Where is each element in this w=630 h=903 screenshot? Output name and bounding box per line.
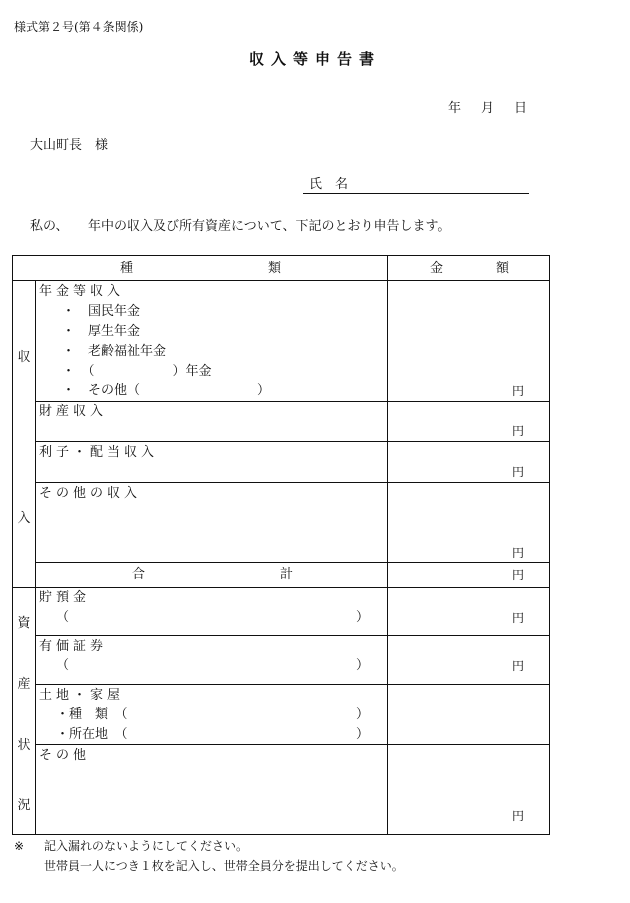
date-day: 日 <box>514 101 528 116</box>
form-number: 様式第２号(第４条関係) <box>14 20 144 34</box>
header-kind-2: 類 <box>268 261 282 276</box>
savings-title: 貯預金 <box>39 590 91 605</box>
total-label-2: 計 <box>280 567 294 582</box>
note-mark: ※ <box>14 839 25 853</box>
yen-unit: 円 <box>512 659 525 673</box>
date-year: 年 <box>448 101 462 116</box>
pension-item: ・ その他（ ） <box>62 383 271 398</box>
yen-unit: 円 <box>512 465 525 479</box>
land-location-paren-close: ） <box>356 727 370 742</box>
savings-paren-close: ） <box>356 610 370 625</box>
asset-label: 資 <box>17 616 31 631</box>
name-label: 氏 名 <box>309 177 349 192</box>
securities-paren-close: ） <box>356 658 370 673</box>
yen-unit: 円 <box>512 384 525 398</box>
header-amount-2: 額 <box>496 261 510 276</box>
pension-item: ・ 老齢福祉年金 <box>62 344 167 359</box>
securities-title: 有価証券 <box>39 639 108 654</box>
declaration-text: 私の、 年中の収入及び所有資産について、下記のとおり申告します。 <box>30 219 451 234</box>
note-line-2: 世帯員一人につき１枚を記入し、世帯全員分を提出してください。 <box>44 859 404 873</box>
asset-label: 産 <box>17 677 31 692</box>
land-location-label: ・所在地 （ <box>56 727 128 742</box>
header-kind: 種 <box>120 261 134 276</box>
land-kind-label: ・種 類 （ <box>56 707 128 722</box>
name-field[interactable] <box>303 178 529 194</box>
asset-label: 況 <box>17 798 31 813</box>
other-income-title: その他の収入 <box>39 486 142 501</box>
interest-income-title: 利子・配当収入 <box>39 445 159 460</box>
property-income-title: 財産収入 <box>39 404 108 419</box>
land-kind-paren-close: ） <box>356 707 370 722</box>
addressee: 大山町長 様 <box>30 138 109 153</box>
other-assets-title: その他 <box>39 748 91 763</box>
pension-item: ・ （ ）年金 <box>62 364 212 379</box>
document-title: 収入等申告書 <box>248 50 381 68</box>
yen-unit: 円 <box>512 546 525 560</box>
asset-label: 状 <box>17 738 31 753</box>
total-label-1: 合 <box>132 567 146 582</box>
land-house-title: 土地・家屋 <box>39 688 125 703</box>
header-amount: 金 <box>430 261 444 276</box>
date-month: 月 <box>481 101 495 116</box>
yen-unit: 円 <box>512 424 525 438</box>
yen-unit: 円 <box>512 568 525 582</box>
pension-item: ・ 厚生年金 <box>62 324 141 339</box>
income-label-1: 収 <box>17 350 31 365</box>
savings-paren-open: （ <box>56 610 70 625</box>
date-field <box>448 97 527 116</box>
pension-income-title: 年金等収入 <box>39 284 125 299</box>
yen-unit: 円 <box>512 611 525 625</box>
note-line-1: 記入漏れのないようにしてください。 <box>44 839 249 853</box>
pension-item: ・ 国民年金 <box>62 304 141 319</box>
securities-paren-open: （ <box>56 658 70 673</box>
income-label-2: 入 <box>17 511 31 526</box>
yen-unit: 円 <box>512 809 525 823</box>
